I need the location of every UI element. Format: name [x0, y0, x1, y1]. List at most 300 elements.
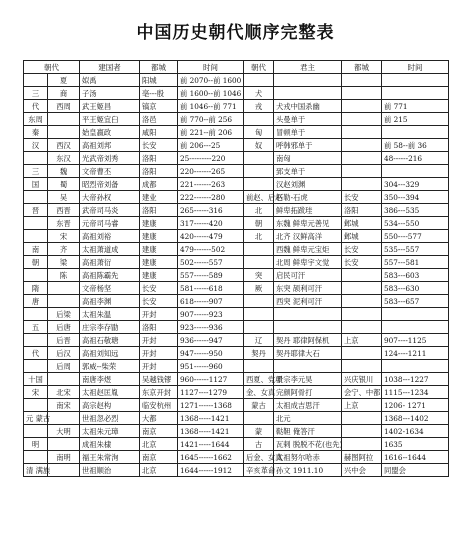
table-cell: 1206- 1271 [382, 399, 449, 412]
table-cell [244, 74, 274, 87]
table-cell: 东魏 鲜卑元善见 [274, 217, 342, 230]
table-cell [244, 256, 274, 269]
table-cell: 长安 [342, 191, 382, 204]
table-row [24, 373, 449, 386]
table-cell: 936------947 [178, 334, 244, 347]
table-cell: 朝 [24, 256, 48, 269]
table-cell: 戎 [244, 100, 274, 113]
table-cell: 鞑靼 俺答汗 [274, 425, 342, 438]
table-cell [24, 451, 48, 464]
table-cell: 姒禹 [80, 74, 140, 87]
table-cell: 前 770--前 256 [178, 113, 244, 126]
table-cell [24, 217, 48, 230]
table-cell: 高宗赵构 [80, 399, 140, 412]
table-cell: 清 满族 [24, 464, 48, 477]
table-cell: 557---581 [382, 256, 449, 269]
table-cell: 317------420 [178, 217, 244, 230]
table-cell [244, 178, 274, 191]
table-cell [24, 269, 48, 282]
table-cell [274, 321, 342, 334]
table-cell [48, 113, 80, 126]
table-row [24, 464, 449, 477]
table-cell [24, 191, 48, 204]
table-cell: 923------936 [178, 321, 244, 334]
table-row [24, 100, 449, 113]
table-cell [342, 295, 382, 308]
table-cell: 呼韩邪单于 [274, 139, 342, 152]
table-cell: 350---394 [382, 191, 449, 204]
table-cell: 汉 [24, 139, 48, 152]
table-cell: 犬 [244, 87, 274, 100]
table-cell [274, 360, 342, 373]
table-row [24, 269, 449, 282]
header-cell: 朝代 [244, 61, 274, 74]
table-cell: 宋 [24, 386, 48, 399]
table-cell: 947------950 [178, 347, 244, 360]
table-cell [382, 74, 449, 87]
table-cell [24, 308, 48, 321]
table-cell [24, 425, 48, 438]
table-cell: 庄宗李存勖 [80, 321, 140, 334]
table-cell: 西汉 [48, 139, 80, 152]
table-row [24, 74, 449, 87]
table-cell [48, 438, 80, 451]
table-cell: 1368---1402 [382, 412, 449, 425]
table-cell: 1368-----1421 [178, 425, 244, 438]
table-cell: 洛阳 [342, 204, 382, 217]
table-cell: 1421-----1644 [178, 438, 244, 451]
table-cell [342, 282, 382, 295]
table-cell: 建康 [140, 269, 178, 282]
table-cell: 1368-----1421 [178, 412, 244, 425]
table-cell: 长安 [140, 295, 178, 308]
table-cell: 南宋 [48, 399, 80, 412]
table-cell [48, 373, 80, 386]
table-cell: 西夏、党项 [244, 373, 274, 386]
table-cell: 犬戎中国杀幽 [274, 100, 342, 113]
table-cell: 前 2070--前 1600 [178, 74, 244, 87]
table-cell: 建康 [140, 256, 178, 269]
table-row [24, 243, 449, 256]
table-cell [274, 87, 342, 100]
table-cell: 前 771 [382, 100, 449, 113]
table-cell: 北京 [140, 438, 178, 451]
table-cell: 南明 [48, 451, 80, 464]
table-cell [342, 425, 382, 438]
table-row [24, 256, 449, 269]
table-row [24, 386, 449, 399]
table-cell [382, 87, 449, 100]
table-row [24, 230, 449, 243]
table-cell [342, 360, 382, 373]
table-cell: 契丹 耶律阿保机 [274, 334, 342, 347]
table-cell: 赫图阿拉 [342, 451, 382, 464]
table-cell: 魏 [48, 165, 80, 178]
table-cell: 东突 颉利可汗 [274, 282, 342, 295]
table-cell: 陈 [48, 269, 80, 282]
table-cell: 前 221--前 206 [178, 126, 244, 139]
table-cell: 汉赵刘渊 [274, 178, 342, 191]
table-cell: 前 206---25 [178, 139, 244, 152]
table-cell: 会宁、中都 [342, 386, 382, 399]
table-cell: 镐京 [140, 100, 178, 113]
table-cell: 后唐 [48, 321, 80, 334]
table-cell: 建康 [140, 230, 178, 243]
table-cell: 厥 [244, 282, 274, 295]
table-cell: 557------589 [178, 269, 244, 282]
table-cell: 东汉 [48, 152, 80, 165]
table-cell: 三 [24, 165, 48, 178]
table-cell: 开封 [140, 360, 178, 373]
table-cell: 古 [244, 438, 274, 451]
table-cell: 上京 [342, 399, 382, 412]
table-cell: 晋 [24, 204, 48, 217]
table-row [24, 178, 449, 191]
table-cell: 上京 [342, 334, 382, 347]
table-cell [274, 308, 342, 321]
table-cell: 951------960 [178, 360, 244, 373]
table-cell [48, 464, 80, 477]
table-cell: 鲜卑拓跋珪 [274, 204, 342, 217]
table-cell: 唐 [24, 295, 48, 308]
table-row [24, 217, 449, 230]
table-cell [48, 295, 80, 308]
table-cell: 平王姬宜臼 [80, 113, 140, 126]
table-cell: 夏 [48, 74, 80, 87]
table-cell: 元帝司马睿 [80, 217, 140, 230]
table-cell: 文帝曹丕 [80, 165, 140, 178]
table-cell: 头曼单于 [274, 113, 342, 126]
table-cell: 三 [24, 87, 48, 100]
table-cell: 386---535 [382, 204, 449, 217]
table-cell: 前 1600--前 1046 [178, 87, 244, 100]
table-cell: 北 [244, 230, 274, 243]
table-cell: 奴 [244, 139, 274, 152]
table-cell [24, 230, 48, 243]
table-cell: 契丹 [244, 347, 274, 360]
table-cell: 十国 [24, 373, 48, 386]
table-cell: 高祖石敬瑭 [80, 334, 140, 347]
table-cell: 亳---殷 [140, 87, 178, 100]
table-cell [244, 295, 274, 308]
table-cell: 石勒-石虎 [274, 191, 342, 204]
table-cell: 朝 [244, 217, 274, 230]
table-cell: 宋 [48, 230, 80, 243]
table-cell [24, 74, 48, 87]
table-cell: 蒙 [244, 425, 274, 438]
table-cell: 1127----1279 [178, 386, 244, 399]
header-cell: 时间 [382, 61, 449, 74]
table-cell: 成祖朱棣 [80, 438, 140, 451]
table-cell: 前赵、后赵 [244, 191, 274, 204]
table-cell: 咸阳 [140, 126, 178, 139]
table-cell: 昭烈帝刘备 [80, 178, 140, 191]
table-row [24, 282, 449, 295]
table-cell: 成都 [140, 178, 178, 191]
table-row [24, 152, 449, 165]
table-cell [342, 74, 382, 87]
table-cell: 1635 [382, 438, 449, 451]
table-cell: 秦 [24, 126, 48, 139]
table-cell [382, 126, 449, 139]
table-cell [244, 152, 274, 165]
table-cell: 535---557 [382, 243, 449, 256]
table-cell [48, 282, 80, 295]
table-cell: 建业 [140, 191, 178, 204]
table-cell: 大明 [48, 425, 80, 438]
table-cell: 吴越钱镠 [140, 373, 178, 386]
table-row [24, 334, 449, 347]
table-cell [342, 165, 382, 178]
table-cell [382, 321, 449, 334]
dynasty-table [23, 60, 449, 477]
table-cell: 冒顿单于 [274, 126, 342, 139]
table-cell [342, 113, 382, 126]
table-cell: 文帝杨坚 [80, 282, 140, 295]
table-cell: 高祖陈霸先 [80, 269, 140, 282]
table-cell [24, 399, 48, 412]
table-cell: 建康 [140, 217, 178, 230]
table-cell: 邺城 [342, 217, 382, 230]
table-cell: 太祖朱温 [80, 308, 140, 321]
table-cell: 后汉 [48, 347, 80, 360]
table-cell: 高祖刘邦 [80, 139, 140, 152]
table-cell: 25---------220 [178, 152, 244, 165]
table-cell [274, 74, 342, 87]
table-cell: 前 58--前 36 [382, 139, 449, 152]
table-cell [342, 139, 382, 152]
table-cell: 开封 [140, 334, 178, 347]
table-cell: 583---603 [382, 269, 449, 282]
table-cell [342, 100, 382, 113]
table-cell: 邺城 [342, 230, 382, 243]
table-cell: 304---329 [382, 178, 449, 191]
table-cell: 东周 [24, 113, 48, 126]
table-row [24, 295, 449, 308]
table-body [24, 61, 449, 477]
table-cell: 蜀 [48, 178, 80, 191]
table-cell: 高祖刘知远 [80, 347, 140, 360]
table-cell: 南 [24, 243, 48, 256]
table-cell: 洛阳 [140, 321, 178, 334]
table-cell: 东晋 [48, 217, 80, 230]
table-cell: 124----1211 [382, 347, 449, 360]
table-cell: 420------479 [178, 230, 244, 243]
table-cell: 同盟会 [382, 464, 449, 477]
table-cell: 金、女真 [244, 386, 274, 399]
table-cell: 221-------263 [178, 178, 244, 191]
table-cell: 222-------280 [178, 191, 244, 204]
header-cell: 建国者 [80, 61, 140, 74]
table-cell [244, 321, 274, 334]
table-cell: 东京开封 [140, 386, 178, 399]
table-cell: 辽 [244, 334, 274, 347]
table-cell [244, 165, 274, 178]
table-cell: 479-------502 [178, 243, 244, 256]
table-cell: 洛阳 [140, 204, 178, 217]
table-row [24, 399, 449, 412]
table-cell: 1644------1912 [178, 464, 244, 477]
table-cell [382, 308, 449, 321]
table-cell: 洛阳 [140, 165, 178, 178]
table-cell: 启民可汗 [274, 269, 342, 282]
table-cell [342, 87, 382, 100]
table-cell [342, 438, 382, 451]
table-cell: 南京 [140, 425, 178, 438]
table-row [24, 425, 449, 438]
table-cell: 北元 [274, 412, 342, 425]
table-row [24, 412, 449, 425]
table-cell: 北 [244, 204, 274, 217]
table-cell: 前 1046--前 771 [178, 100, 244, 113]
table-cell: 世祖忽必烈 [80, 412, 140, 425]
table-cell [342, 308, 382, 321]
table-cell: 太祖努尔哈赤 [274, 451, 342, 464]
table-cell: 907------923 [178, 308, 244, 321]
table-cell: 孙文 1911.10 [274, 464, 342, 477]
table-cell: 国 [24, 178, 48, 191]
table-cell: 西魏 鲜卑元宝炬 [274, 243, 342, 256]
table-cell: 南京 [140, 451, 178, 464]
table-cell: 后金、女真 [244, 451, 274, 464]
table-cell: 洛邑 [140, 113, 178, 126]
table-cell: 后周 [48, 360, 80, 373]
table-cell: 长安 [140, 282, 178, 295]
table-cell: 960------1127 [178, 373, 244, 386]
table-cell: 907----1125 [382, 334, 449, 347]
table-row [24, 360, 449, 373]
table-cell [24, 152, 48, 165]
table-row [24, 87, 449, 100]
table-cell: 太祖成吉思汗 [274, 399, 342, 412]
table-cell: 完颜阿骨打 [274, 386, 342, 399]
table-cell: 梁 [48, 256, 80, 269]
table-cell: 福王朱常洵 [80, 451, 140, 464]
table-cell [244, 308, 274, 321]
table-row [24, 347, 449, 360]
table-cell: 商 [48, 87, 80, 100]
table-cell: 洛阳 [140, 152, 178, 165]
table-cell: 长安 [140, 139, 178, 152]
table-cell: 581------618 [178, 282, 244, 295]
header-cell: 君主 [274, 61, 342, 74]
table-header-row [24, 61, 449, 74]
table-cell [342, 152, 382, 165]
table-cell [342, 126, 382, 139]
table-cell: 502------557 [178, 256, 244, 269]
table-cell: 开封 [140, 347, 178, 360]
table-cell [342, 321, 382, 334]
table-cell: 220-------265 [178, 165, 244, 178]
page-title: 中国历史朝代顺序完整表 [136, 23, 335, 43]
table-cell: 瓦剌 脱脱不花(也先) [274, 438, 342, 451]
table-cell: 长安 [342, 256, 382, 269]
table-cell: 北宋 [48, 386, 80, 399]
table-cell: 蒙古 [244, 399, 274, 412]
table-cell: 265------316 [178, 204, 244, 217]
table-cell [342, 269, 382, 282]
table-cell: 契丹耶律大石 [274, 347, 342, 360]
table-cell [342, 412, 382, 425]
table-row [24, 321, 449, 334]
table-cell: 阳城 [140, 74, 178, 87]
table-cell: 550----577 [382, 230, 449, 243]
table-cell: 后晋 [48, 334, 80, 347]
header-cell: 朝代 [24, 61, 80, 74]
table-cell: 兴庆银川 [342, 373, 382, 386]
table-cell: 匈 [244, 126, 274, 139]
table-cell: 突 [244, 269, 274, 282]
table-cell: 郅支单于 [274, 165, 342, 178]
table-cell: 1616--1644 [382, 451, 449, 464]
table-cell: 始皇嬴政 [80, 126, 140, 139]
table-cell [244, 360, 274, 373]
table-cell: 48------216 [382, 152, 449, 165]
table-cell: 南唐李煜 [80, 373, 140, 386]
table-cell: 北齐 汉鲜高洋 [274, 230, 342, 243]
table-cell: 1271------1368 [178, 399, 244, 412]
table-cell: 1115---1234 [382, 386, 449, 399]
table-cell: 高祖萧衍 [80, 256, 140, 269]
table-cell: 兴中会 [342, 464, 382, 477]
table-cell: 1402-1634 [382, 425, 449, 438]
table-cell: 景宗李元昊 [274, 373, 342, 386]
table-row [24, 139, 449, 152]
header-cell: 都城 [342, 61, 382, 74]
table-cell: 武帝司马炎 [80, 204, 140, 217]
table-cell: 辛亥革命 [244, 464, 274, 477]
table-cell: 高祖刘裕 [80, 230, 140, 243]
table-cell [244, 412, 274, 425]
table-cell [48, 412, 80, 425]
table-cell: 太祖朱元璋 [80, 425, 140, 438]
table-cell: 西周 [48, 100, 80, 113]
table-cell: 西突 泥利可汗 [274, 295, 342, 308]
table-cell: 大都 [140, 412, 178, 425]
table-cell [382, 360, 449, 373]
table-cell: 后梁 [48, 308, 80, 321]
table-row [24, 204, 449, 217]
table-cell: 武王姬昌 [80, 100, 140, 113]
table-cell: 子汤 [80, 87, 140, 100]
table-cell: 618------907 [178, 295, 244, 308]
table-cell [24, 334, 48, 347]
table-cell: 五 [24, 321, 48, 334]
table-cell: 534---550 [382, 217, 449, 230]
table-cell [24, 360, 48, 373]
table-cell [48, 126, 80, 139]
table-cell: 南匈 [274, 152, 342, 165]
table-cell: 长安 [342, 243, 382, 256]
table-cell: 1038---1227 [382, 373, 449, 386]
table-cell: 开封 [140, 308, 178, 321]
table-cell: 北周 鲜卑宇文觉 [274, 256, 342, 269]
table-cell [244, 243, 274, 256]
table-row [24, 165, 449, 178]
table-cell: 前 215 [382, 113, 449, 126]
table-cell: 代 [24, 100, 48, 113]
table-cell: 齐 [48, 243, 80, 256]
header-cell: 都城 [140, 61, 178, 74]
table-row [24, 191, 449, 204]
table-cell [244, 113, 274, 126]
table-cell: 西晋 [48, 204, 80, 217]
table-cell: 太祖萧道成 [80, 243, 140, 256]
table-row [24, 438, 449, 451]
table-cell: 北京 [140, 464, 178, 477]
table-cell: 太祖赵匡胤 [80, 386, 140, 399]
table-cell: 明 [24, 438, 48, 451]
